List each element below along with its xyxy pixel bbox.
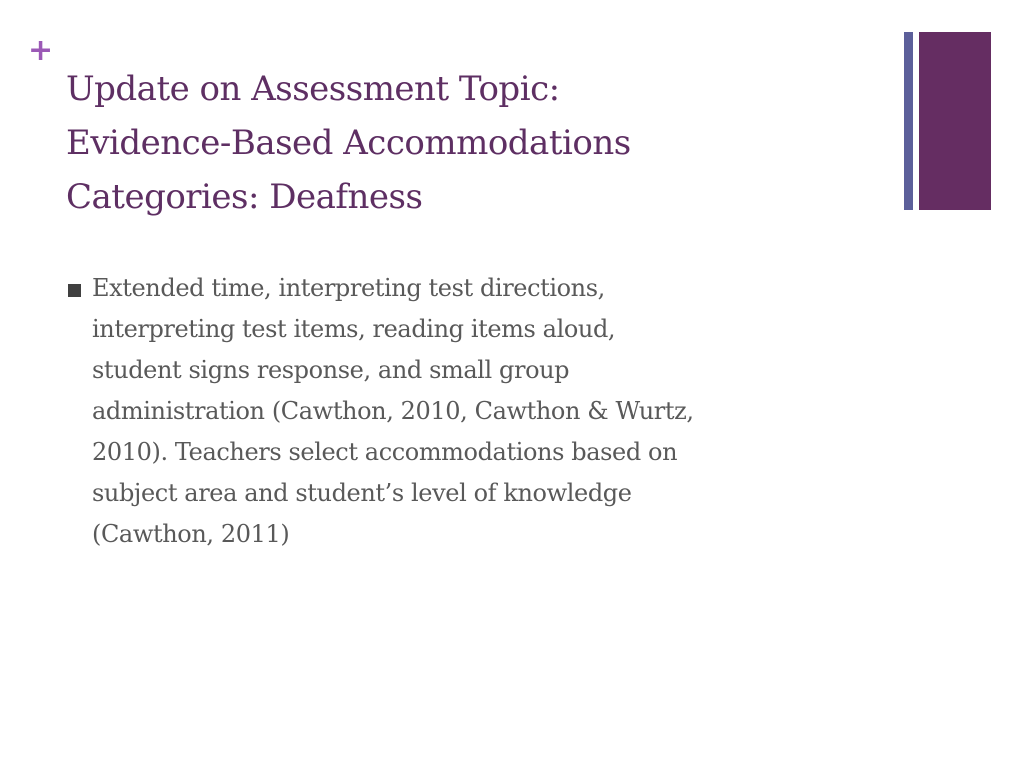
bullet-line: Extended time, interpreting test directions, xyxy=(92,274,605,302)
accent-bar-thick xyxy=(919,32,991,210)
title-line: Update on Assessment Topic: xyxy=(66,69,560,109)
bullet-list xyxy=(66,268,886,555)
square-bullet-icon xyxy=(68,284,81,297)
bullet-line: subject area and student’s level of knowledge xyxy=(92,479,632,507)
bullet-text xyxy=(92,268,886,555)
bullet-item xyxy=(66,268,886,555)
plus-mark-icon: + xyxy=(28,33,54,68)
title-line: Evidence-Based Accommodations xyxy=(66,123,631,163)
title-line: Categories: Deafness xyxy=(66,177,423,217)
slide-title xyxy=(66,62,886,224)
bullet-line: administration (Cawthon, 2010, Cawthon & Wurtz, xyxy=(92,397,694,425)
bullet-line: student signs response, and small group xyxy=(92,356,570,384)
bullet-line: 2010). Teachers select accommodations based on xyxy=(92,438,678,466)
bullet-line: (Cawthon, 2011) xyxy=(92,520,290,548)
accent-bar-thin xyxy=(904,32,913,210)
bullet-line: interpreting test items, reading items aloud, xyxy=(92,315,616,343)
